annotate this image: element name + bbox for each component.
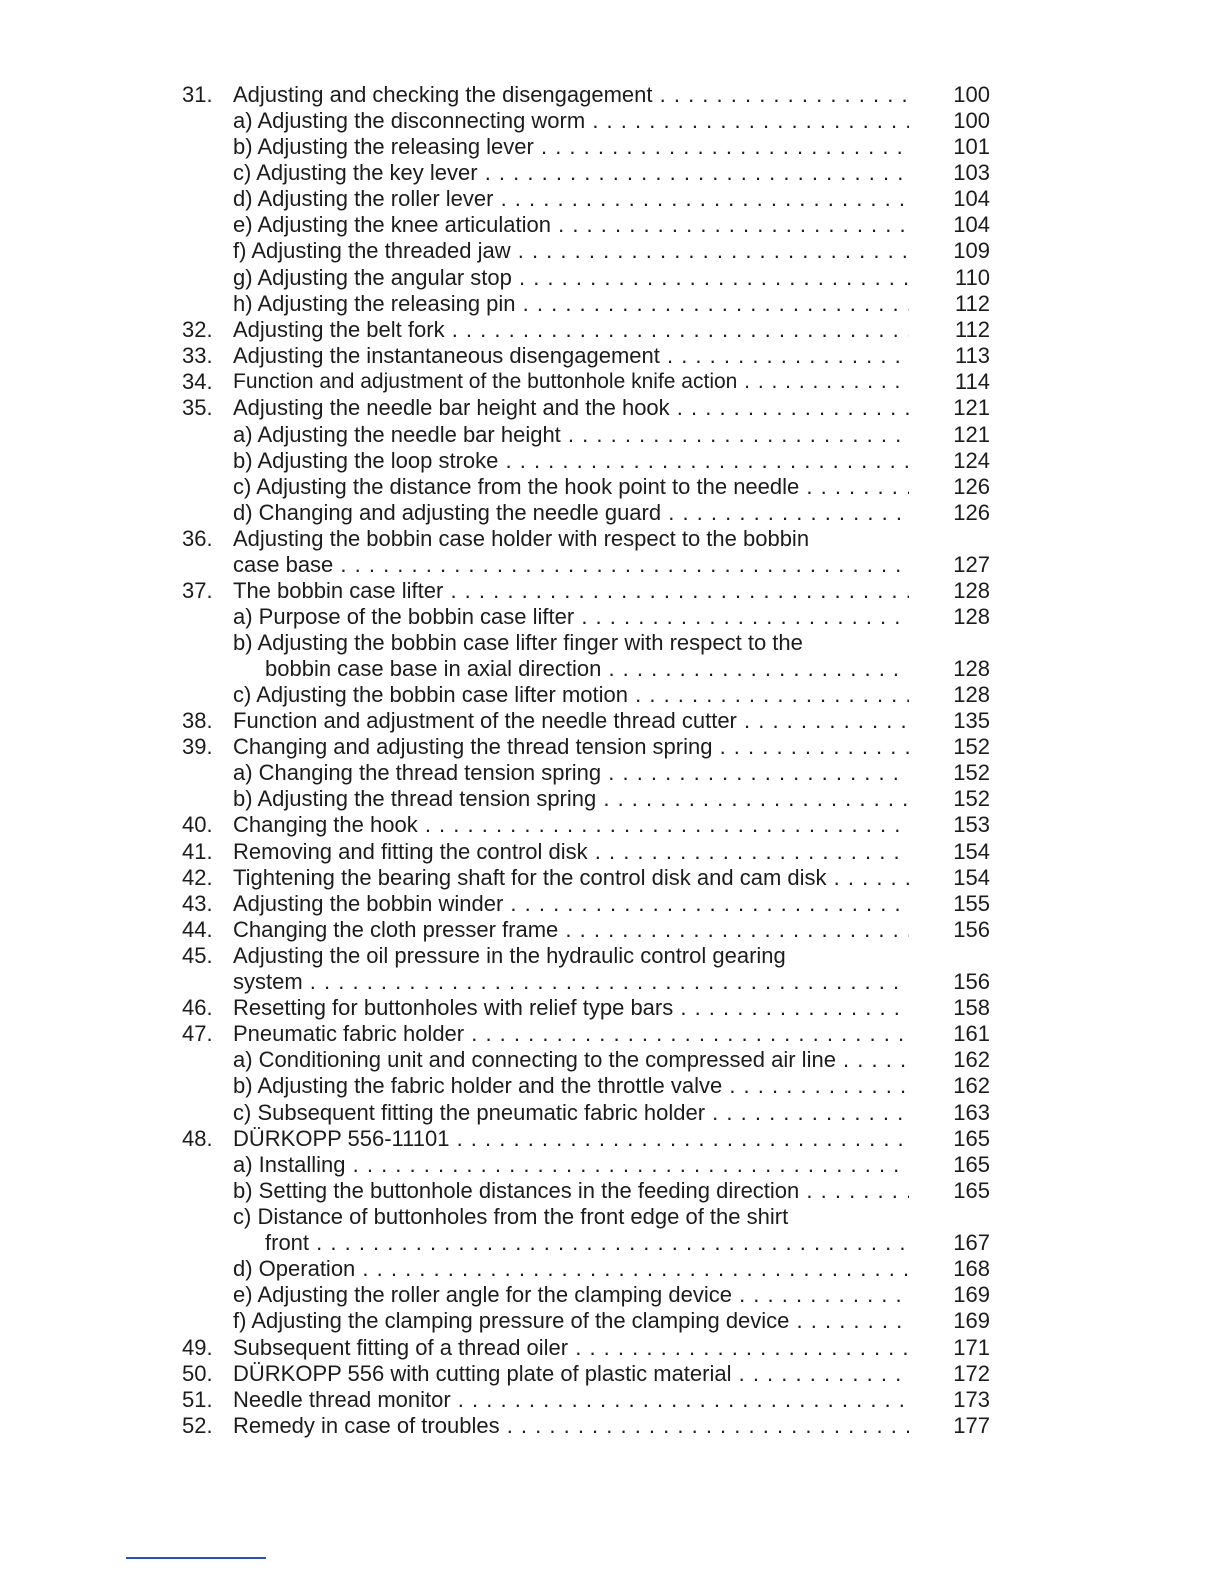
toc-row-48e: [0, 1282, 1224, 1308]
page-number: 154: [953, 865, 990, 890]
toc-row-40: [0, 812, 1224, 838]
toc-row-48b: [0, 1178, 1224, 1204]
subsection-title: f) Adjusting the threaded jaw . . .: [233, 238, 909, 264]
toc-row-37b-cont: [0, 656, 1224, 682]
page-number: 152: [953, 786, 990, 811]
page-number: 127: [953, 552, 990, 577]
page-number: 128: [953, 578, 990, 603]
page-number: 177: [953, 1413, 990, 1438]
toc-row-46: [0, 995, 1224, 1021]
toc-row-48c-cont: [0, 1230, 1224, 1256]
toc-row-31f: [0, 238, 1224, 264]
toc-row-51: [0, 1387, 1224, 1413]
section-number: 38.: [182, 708, 213, 733]
page-number: 158: [953, 995, 990, 1020]
page-number: 104: [953, 186, 990, 211]
toc-row-32: [0, 317, 1224, 343]
toc-row-47a: [0, 1047, 1224, 1073]
section-number: 40.: [182, 812, 213, 837]
section-number: 34.: [182, 369, 213, 394]
page-number: 128: [953, 656, 990, 681]
section-number: 37.: [182, 578, 213, 603]
toc-row-31g: [0, 265, 1224, 291]
section-number: 41.: [182, 839, 213, 864]
page-number: 128: [953, 682, 990, 707]
toc-row-31d: [0, 186, 1224, 212]
toc-row-35: [0, 395, 1224, 421]
page-number: 162: [953, 1047, 990, 1072]
page-number: 156: [953, 917, 990, 942]
section-title-continuation: case base . . .: [233, 552, 909, 578]
toc-row-31b: [0, 134, 1224, 160]
section-title: Needle thread monitor . . .: [233, 1387, 909, 1413]
section-title: Adjusting the bobbin case holder with respect to the bobbin: [233, 526, 810, 551]
page-number: 169: [953, 1282, 990, 1307]
subsection-title: b) Adjusting the fabric holder and the throttle valve . . .: [233, 1073, 909, 1099]
section-number: 42.: [182, 865, 213, 890]
toc-row-31: [0, 82, 1224, 108]
page-number: 128: [953, 604, 990, 629]
page-number: 135: [953, 708, 990, 733]
subsection-title: d) Operation . . .: [233, 1256, 909, 1282]
subsection-title: b) Adjusting the loop stroke . . .: [233, 448, 909, 474]
section-number: 50.: [182, 1361, 213, 1386]
toc-row-37: [0, 578, 1224, 604]
page-number: 103: [953, 160, 990, 185]
subsection-title: d) Changing and adjusting the needle guard . . .: [233, 500, 909, 526]
subsection-title: f) Adjusting the clamping pressure of the clamping device . . .: [233, 1308, 909, 1334]
toc-row-48d: [0, 1256, 1224, 1282]
page-number: 153: [953, 812, 990, 837]
section-number: 35.: [182, 395, 213, 420]
toc-row-45-cont: [0, 969, 1224, 995]
section-number: 33.: [182, 343, 213, 368]
toc-row-39b: [0, 786, 1224, 812]
toc-row-31c: [0, 160, 1224, 186]
section-number: 39.: [182, 734, 213, 759]
toc-row-39a: [0, 760, 1224, 786]
page-number: 100: [953, 108, 990, 133]
subsection-title: a) Installing . . .: [233, 1152, 909, 1178]
subsection-title: c) Distance of buttonholes from the front edge of the shirt: [233, 1204, 789, 1229]
page-number: 109: [953, 238, 990, 263]
toc-row-35d: [0, 500, 1224, 526]
page-number: 168: [953, 1256, 990, 1281]
toc-row-42: [0, 865, 1224, 891]
toc-row-45: [0, 943, 1224, 969]
toc-row-37a: [0, 604, 1224, 630]
section-title: Subsequent fitting of a thread oiler . . .: [233, 1335, 909, 1361]
section-title: Adjusting the oil pressure in the hydraulic control gearing: [233, 943, 786, 968]
page-number: 101: [953, 134, 990, 159]
page-number: 112: [954, 317, 990, 342]
subsection-title: g) Adjusting the angular stop . . .: [233, 265, 909, 291]
toc-row-48c: [0, 1204, 1224, 1230]
section-number: 36.: [182, 526, 213, 551]
section-title: Function and adjustment of the needle thread cutter . . .: [233, 708, 909, 734]
toc-row-35a: [0, 422, 1224, 448]
section-title: Function and adjustment of the buttonhole knife action . . .: [233, 369, 909, 395]
page-number: 113: [954, 343, 990, 368]
toc-row-36: [0, 526, 1224, 552]
toc-row-41: [0, 839, 1224, 865]
subsection-title: b) Adjusting the bobbin case lifter finger with respect to the: [233, 630, 803, 655]
toc-row-48f: [0, 1308, 1224, 1334]
subsection-title: b) Adjusting the thread tension spring . . .: [233, 786, 909, 812]
page-number: 172: [953, 1361, 990, 1386]
page-number: 126: [953, 474, 990, 499]
page-number: 154: [953, 839, 990, 864]
toc-row-38: [0, 708, 1224, 734]
toc-row-35c: [0, 474, 1224, 500]
page-number: 121: [953, 395, 990, 420]
toc-row-31h: [0, 291, 1224, 317]
section-title: DÜRKOPP 556 with cutting plate of plastic material . . .: [233, 1361, 909, 1387]
subsection-title: c) Adjusting the key lever . . .: [233, 160, 909, 186]
toc-row-47b: [0, 1073, 1224, 1099]
toc-row-31e: [0, 212, 1224, 238]
toc-row-35b: [0, 448, 1224, 474]
page-number: 169: [953, 1308, 990, 1333]
page-number: 165: [953, 1178, 990, 1203]
page-number: 163: [953, 1100, 990, 1125]
section-title-continuation: system . . .: [233, 969, 909, 995]
section-title: Adjusting the instantaneous disengagement . . .: [233, 343, 909, 369]
section-title: Resetting for buttonholes with relief type bars . . .: [233, 995, 909, 1021]
subsection-title: h) Adjusting the releasing pin . . .: [233, 291, 909, 317]
page-number: 121: [953, 422, 990, 447]
page-number: 126: [953, 500, 990, 525]
section-number: 47.: [182, 1021, 213, 1046]
subsection-title: b) Setting the buttonhole distances in the feeding direction . . .: [233, 1178, 909, 1204]
page-number: 156: [953, 969, 990, 994]
section-title: Adjusting the belt fork . . .: [233, 317, 909, 343]
page-number: 152: [953, 760, 990, 785]
page-number: 165: [953, 1126, 990, 1151]
section-number: 51.: [182, 1387, 213, 1412]
page-number: 124: [953, 448, 990, 473]
subsection-title: a) Adjusting the disconnecting worm . . .: [233, 108, 909, 134]
section-title: Adjusting the needle bar height and the hook . . .: [233, 395, 909, 421]
section-title: Adjusting and checking the disengagement . . .: [233, 82, 909, 108]
page-number: 152: [953, 734, 990, 759]
toc-row-52: [0, 1413, 1224, 1439]
section-title: DÜRKOPP 556-11101 . . .: [233, 1126, 909, 1152]
section-title: Removing and fitting the control disk . . .: [233, 839, 909, 865]
section-title: Pneumatic fabric holder . . .: [233, 1021, 909, 1047]
page-number: 173: [953, 1387, 990, 1412]
toc-row-50: [0, 1361, 1224, 1387]
toc-row-39: [0, 734, 1224, 760]
page-number: 165: [953, 1152, 990, 1177]
subsection-title: c) Subsequent fitting the pneumatic fabric holder . . .: [233, 1100, 909, 1126]
subsection-title: a) Purpose of the bobbin case lifter . . .: [233, 604, 909, 630]
subsection-title: c) Adjusting the bobbin case lifter motion . . .: [233, 682, 909, 708]
section-number: 44.: [182, 917, 213, 942]
toc-row-48: [0, 1126, 1224, 1152]
toc-row-44: [0, 917, 1224, 943]
section-number: 52.: [182, 1413, 213, 1438]
toc-row-37c: [0, 682, 1224, 708]
subsection-title-continuation: front . . .: [265, 1230, 909, 1256]
section-number: 31.: [182, 82, 213, 107]
page-number: 171: [953, 1335, 990, 1360]
subsection-title: c) Adjusting the distance from the hook point to the needle . . .: [233, 474, 909, 500]
subsection-title: a) Changing the thread tension spring . . .: [233, 760, 909, 786]
toc-row-47: [0, 1021, 1224, 1047]
toc-row-31a: [0, 108, 1224, 134]
page-number: 162: [953, 1073, 990, 1098]
section-title: Changing the cloth presser frame . . .: [233, 917, 909, 943]
toc-row-36-cont: [0, 552, 1224, 578]
toc-row-48a: [0, 1152, 1224, 1178]
subsection-title: e) Adjusting the roller angle for the clamping device . . .: [233, 1282, 909, 1308]
subsection-title: e) Adjusting the knee articulation . . .: [233, 212, 909, 238]
section-number: 48.: [182, 1126, 213, 1151]
toc-row-34: [0, 369, 1224, 395]
page-number: 167: [953, 1230, 990, 1255]
subsection-title: d) Adjusting the roller lever . . .: [233, 186, 909, 212]
section-title: Adjusting the bobbin winder . . .: [233, 891, 909, 917]
subsection-title: a) Conditioning unit and connecting to the compressed air line . . .: [233, 1047, 909, 1073]
toc-row-43: [0, 891, 1224, 917]
section-number: 46.: [182, 995, 213, 1020]
toc-row-37b: [0, 630, 1224, 656]
toc-row-47c: [0, 1100, 1224, 1126]
page-number: 100: [953, 82, 990, 107]
subsection-title: a) Adjusting the needle bar height . . .: [233, 422, 909, 448]
section-title: Remedy in case of troubles . . .: [233, 1413, 909, 1439]
section-number: 45.: [182, 943, 213, 968]
section-title: Tightening the bearing shaft for the control disk and cam disk . . .: [233, 865, 909, 891]
page-number: 110: [954, 265, 990, 290]
section-title: The bobbin case lifter . . .: [233, 578, 909, 604]
footer-rule: [126, 1557, 266, 1559]
page-number: 161: [953, 1021, 990, 1046]
subsection-title: b) Adjusting the releasing lever . . .: [233, 134, 909, 160]
section-title: Changing the hook . . .: [233, 812, 909, 838]
toc-row-49: [0, 1335, 1224, 1361]
section-title: Changing and adjusting the thread tension spring . . .: [233, 734, 909, 760]
page-number: 114: [954, 369, 990, 394]
toc-row-33: [0, 343, 1224, 369]
page-number: 155: [953, 891, 990, 916]
section-number: 32.: [182, 317, 213, 342]
page-number: 104: [953, 212, 990, 237]
section-number: 49.: [182, 1335, 213, 1360]
section-number: 43.: [182, 891, 213, 916]
page-number: 112: [954, 291, 990, 316]
subsection-title-continuation: bobbin case base in axial direction . . .: [265, 656, 909, 682]
